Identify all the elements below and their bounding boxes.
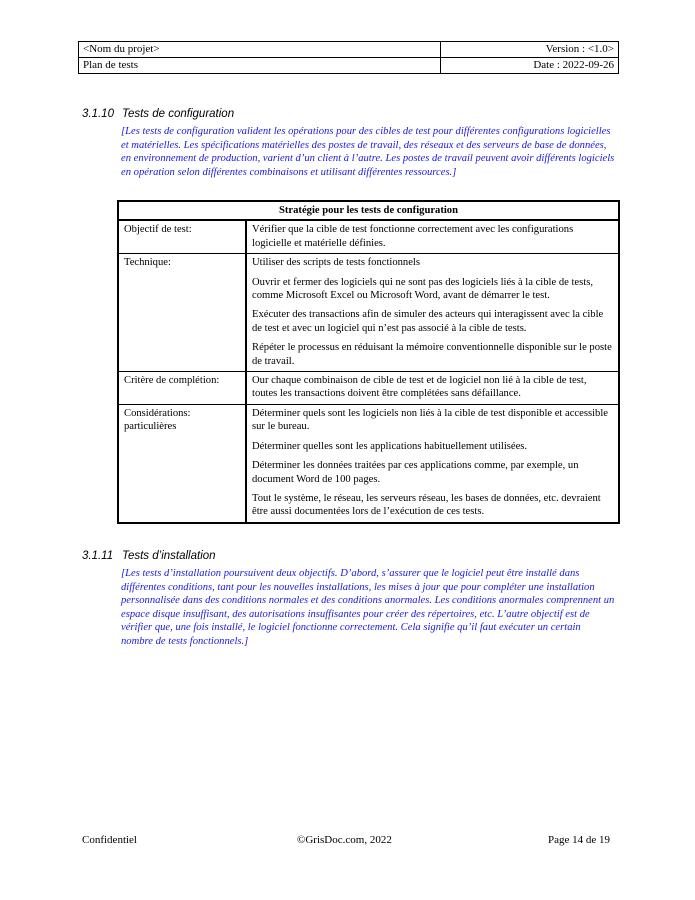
row-label: Technique: (118, 254, 246, 372)
row-paragraph: Exécuter des transactions afin de simuler des acteurs qui interagissent avec la cible de test et avec un logiciel qui n’est pas associé à la cible de tests. (252, 309, 604, 334)
row-paragraph: Déterminer quels sont les logiciels non liés à la cible de test disponible et accessible sur le bureau. (252, 407, 608, 433)
footer-confidential: Confidentiel (82, 834, 137, 846)
row-label: Critère de complétion: (118, 372, 246, 405)
row-paragraph: Our chaque combinaison de cible de test et de logiciel non lié à la cible de test, toutes les transactions doivent être complétées sans défaillance. (252, 375, 587, 400)
row-content (246, 254, 619, 372)
footer-page-number: Page 14 de 19 (547, 834, 610, 846)
row-paragraph: Déterminer les données traitées par ces applications comme, par exemple, un document Word de 100 pages. (252, 460, 579, 485)
section-number: 3.1.10 (82, 108, 114, 120)
footer-copyright: ©GrisDoc.com, 2022 (297, 834, 392, 846)
table-row (118, 372, 619, 405)
row-label: Objectif de test: (118, 220, 246, 253)
row-content (246, 372, 619, 405)
project-name: <Nom du projet> (79, 42, 441, 58)
document-title: Plan de tests (79, 58, 441, 74)
row-paragraph: Répéter le processus en réduisant la mémoire conventionnelle disponible sur le poste de travail. (252, 342, 612, 367)
document-header (78, 41, 619, 74)
row-paragraph: Déterminer quelles sont les applications habituellement utilisées. (252, 440, 528, 452)
document-date: Date : 2022-09-26 (441, 58, 619, 74)
row-content (246, 220, 619, 253)
table-row (118, 220, 619, 253)
section-title: Tests de configuration (122, 108, 235, 120)
strategy-table (117, 200, 620, 524)
table-row (118, 404, 619, 522)
section-heading-configuration (82, 108, 234, 120)
strategy-table-title: Stratégie pour les tests de configuration (118, 201, 619, 220)
section-title: Tests d’installation (122, 550, 216, 562)
row-paragraph: Tout le système, le réseau, les serveurs réseau, les bases de données, etc. devraient être aussi documentées lors de l’exécution de ces tests. (252, 492, 601, 518)
section-heading-installation (82, 550, 216, 562)
row-paragraph: Utiliser des scripts de tests fonctionnels (252, 257, 420, 269)
row-label: Considérations: particulières (118, 404, 246, 522)
version: Version : <1.0> (441, 42, 619, 58)
installation-note: [Les tests d’installation poursuivent deux objectifs. D’abord, s’assurer que le logiciel peut être installé dans différentes conditions, tant pour les nouvelles installations, les mises à jour que pour compléter une installation personnalisée dans des conditions normales et des conditions anormales. Les conditions anormales comprennent un espace disque insuffisant, des autorisations insuffisantes pour créer des répertoires, etc. L’autre objectif est de vérifier que, une fois installé, le logiciel fonctionne correctement. Cela signifie qu’il faut exécuter un certain nombre de tests fonctionnels.] (121, 568, 615, 647)
table-row (118, 254, 619, 372)
section-number: 3.1.11 (82, 550, 114, 562)
row-paragraph: Ouvrir et fermer des logiciels qui ne sont pas des logiciels liés à la cible de tests, comme Microsoft Excel ou Microsoft Word, avant de démarrer le test. (252, 276, 593, 302)
row-content (246, 404, 619, 522)
row-paragraph: Vérifier que la cible de test fonctionne correctement avec les configurations logicielle et matérielle définies. (252, 224, 574, 249)
configuration-note: [Les tests de configuration valident les opérations pour des cibles de test pour différentes configurations logicielles et matérielles. Les spécifications matérielles des postes de travail, des réseaux et des serveurs de base de données, en environnement de production, varient d’un client à l’autre. Les postes de travail peuvent avoir différents logiciels en opération selon différentes combinaisons et utilisant différentes ressources.] (121, 126, 615, 178)
